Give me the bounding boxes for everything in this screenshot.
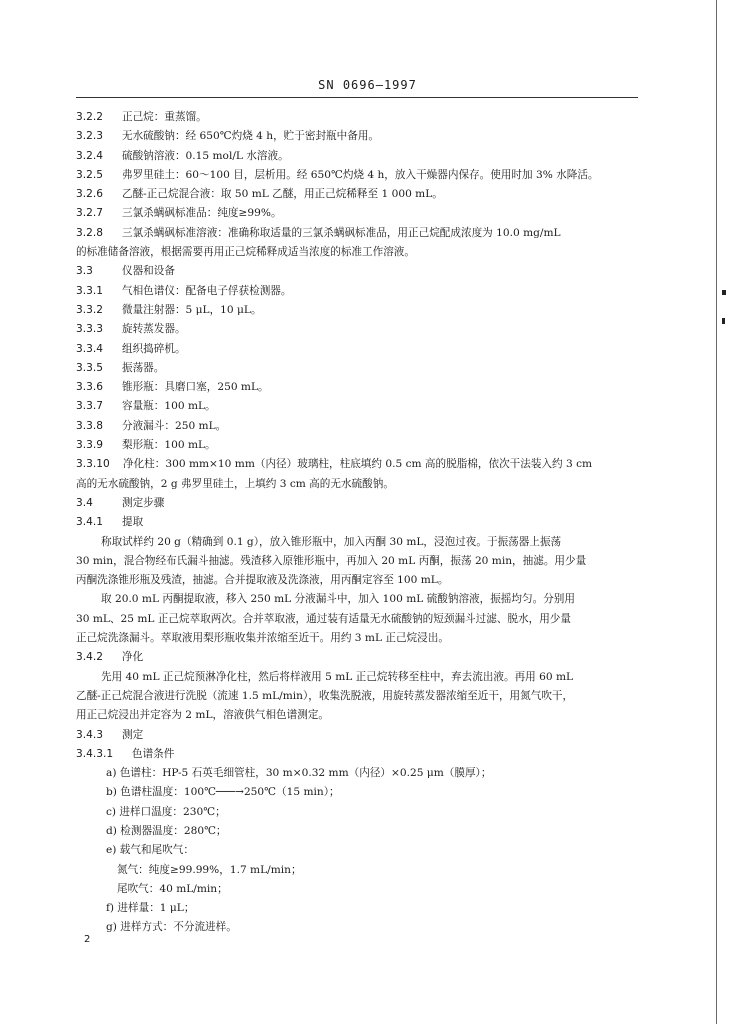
- clause-text: 提取: [122, 516, 144, 529]
- condition-subitem: 氮气：纯度≥99.99%，1.7 mL/min；: [117, 863, 302, 876]
- paragraph-line: 乙醚-正己烷混合液进行洗脱（流速 1.5 mL/min），收集洗脱液，用旋转蒸发器浓缩至近干，用氮气吹干，: [76, 689, 574, 702]
- subsection-heading: [76, 726, 638, 745]
- clause-line: [76, 340, 638, 359]
- clause-number: 3.3.7: [76, 400, 103, 413]
- paragraph-line: 30 min，混合物经布氏漏斗抽滤。残渣移入原锥形瓶中，再加入 20 mL 丙酮，振荡 20 min，抽滤。用少量: [76, 554, 587, 567]
- clause-line: [76, 436, 638, 455]
- clause-number: 3.3.5: [76, 361, 103, 374]
- clause-number: 3.3: [76, 265, 93, 278]
- continuation-line: 高的无水硫酸钠，2 g 弗罗里硅土，上填约 3 cm 高的无水硫酸钠。: [76, 477, 394, 490]
- paragraph-line: 取 20.0 mL 丙酮提取液，移入 250 mL 分液漏斗中，加入 100 mL 硫酸钠溶液，振摇均匀。分别用: [101, 593, 575, 606]
- clause-number: 3.4.3.1: [76, 747, 114, 760]
- subsection-heading: [76, 513, 638, 532]
- scan-mark: [722, 318, 725, 324]
- clause-text: 仪器和设备: [122, 265, 175, 278]
- clause-text: 三氯杀螨砜标准品：纯度≥99%。: [122, 207, 282, 220]
- condition-item: [76, 783, 638, 802]
- paragraph-line: 30 mL、25 mL 正己烷萃取两次。合并萃取液，通过装有适量无水硫酸钠的短颈漏斗过滤、脱水，用少量: [76, 612, 571, 625]
- clause-text: 测定步骤: [122, 496, 165, 509]
- clause-text: 弗罗里硅土：60～100 目，层析用。经 650℃灼烧 4 h，放入干燥器内保存。使用时加 3% 水降活。: [122, 168, 599, 181]
- subsection-heading: [76, 648, 638, 667]
- clause-line: [76, 455, 638, 474]
- section-heading: [76, 262, 638, 281]
- subsection-heading: [76, 745, 638, 764]
- clause-text: 乙醚-正己烷混合液：取 50 mL 乙醚，用正己烷稀释至 1 000 mL。: [122, 188, 443, 201]
- clause-line: [76, 301, 638, 320]
- condition-subitem: 尾吹气：40 mL/min；: [117, 882, 228, 895]
- clause-line: [76, 282, 638, 301]
- clause-number: 3.4: [76, 496, 93, 509]
- standard-code-header: SN 0696—1997: [318, 78, 417, 92]
- clause-text: 硫酸钠溶液：0.15 mol/L 水溶液。: [122, 149, 289, 162]
- clause-number: 3.3.2: [76, 303, 103, 316]
- clause-line: [76, 166, 638, 185]
- condition-item: g) 进样方式：不分流进样。: [106, 921, 237, 934]
- clause-number: 3.3.3: [76, 323, 103, 336]
- clause-text: 组织捣碎机。: [122, 342, 186, 355]
- clause-line: [76, 204, 638, 223]
- section-heading: [76, 494, 638, 513]
- document-body: [76, 108, 638, 938]
- condition-item: d) 检测器温度：280℃；: [106, 824, 227, 837]
- condition-item: f) 进样量：1 μL；: [106, 902, 195, 915]
- clause-number: 3.2.2: [76, 111, 103, 123]
- clause-number: 3.2.4: [76, 149, 103, 162]
- clause-line: [76, 185, 638, 204]
- clause-number: 3.2.7: [76, 207, 103, 220]
- clause-line: [76, 127, 638, 146]
- clause-number: 3.3.8: [76, 419, 103, 432]
- paragraph-line: 称取试样约 20 g（精确到 0.1 g），放入锥形瓶中，加入丙酮 30 mL，浸泡过夜。于振荡器上振荡: [101, 535, 562, 548]
- continuation-line: 的标准储备溶液，根据需要再用正己烷稀释成适当浓度的标准工作溶液。: [76, 246, 415, 259]
- clause-text: 色谱条件: [132, 747, 175, 760]
- clause-number: 3.3.1: [76, 284, 103, 297]
- clause-line: [76, 378, 638, 397]
- clause-text: 净化柱：300 mm×10 mm（内径）玻璃柱，柱底填约 0.5 cm 高的脱脂棉，依次干法装入约 3 cm: [123, 458, 593, 471]
- clause-number: 3.3.10: [76, 458, 110, 471]
- clause-line: [76, 359, 638, 378]
- clause-text: 分液漏斗：250 mL。: [122, 419, 227, 432]
- condition-text: b) 色谱柱温度：100℃: [106, 786, 216, 799]
- scan-mark: [722, 290, 726, 295]
- clause-text: 锥形瓶：具磨口塞，250 mL。: [122, 381, 269, 394]
- clause-text: 三氯杀螨砜标准溶液：准确称取适量的三氯杀螨砜标准品，用正己烷配成浓度为 10.0 mg/mL: [122, 226, 561, 239]
- clause-text: 容量瓶：100 mL。: [122, 400, 216, 413]
- clause-line: [76, 397, 638, 416]
- clause-text: 梨形瓶：100 mL。: [122, 439, 216, 452]
- clause-text: 气相色谱仪：配备电子俘获检测器。: [122, 284, 292, 297]
- clause-line: [76, 417, 638, 436]
- clause-number: 3.4.3: [76, 728, 103, 741]
- condition-item: c) 进样口温度：230℃；: [106, 805, 226, 818]
- clause-text: 旋转蒸发器。: [122, 323, 186, 336]
- clause-number: 3.3.9: [76, 439, 103, 452]
- page-number: 2: [84, 934, 91, 945]
- clause-text: 微量注射器：5 μL，10 μL。: [122, 303, 262, 316]
- clause-line: [76, 320, 638, 339]
- clause-line: [76, 224, 638, 243]
- condition-item: a) 色谱柱：HP-5 石英毛细管柱，30 m×0.32 mm（内径）×0.25 μm（膜厚）；: [106, 767, 492, 780]
- temperature-program-arrow: [216, 783, 244, 802]
- clause-text: 无水硫酸钠：经 650℃灼烧 4 h，贮于密封瓶中备用。: [122, 130, 380, 143]
- paragraph-line: 丙酮洗涤锥形瓶及残渣，抽滤。合并提取液及洗涤液，用丙酮定容至 100 mL。: [76, 574, 449, 587]
- paragraph-line: 用正己烷浸出并定容为 2 mL，溶液供气相色谱测定。: [76, 709, 330, 722]
- right-arrow-icon: ───→: [215, 786, 244, 799]
- clause-line: [76, 108, 638, 127]
- clause-number: 3.2.8: [76, 226, 103, 239]
- clause-number: 3.2.3: [76, 130, 103, 143]
- condition-text: 250℃（15 min）；: [243, 786, 340, 799]
- clause-number: 3.4.1: [76, 516, 103, 529]
- clause-number: 3.2.6: [76, 188, 103, 201]
- clause-number: 3.2.5: [76, 168, 103, 181]
- clause-text: 正己烷：重蒸馏。: [122, 111, 207, 123]
- scan-edge-line: [716, 0, 717, 1024]
- paragraph-line: 正己烷洗涤漏斗。萃取液用梨形瓶收集并浓缩至近干。用约 3 mL 正己烷浸出。: [76, 632, 449, 645]
- clause-number: 3.4.2: [76, 651, 103, 664]
- paragraph-line: 先用 40 mL 正己烷预淋净化柱，然后将样液用 5 mL 正己烷转移至柱中，弃去流出液。再用 60 mL: [101, 670, 574, 683]
- clause-number: 3.3.6: [76, 381, 103, 394]
- condition-item: e) 载气和尾吹气：: [106, 844, 194, 857]
- clause-number: 3.3.4: [76, 342, 103, 355]
- clause-text: 测定: [122, 728, 144, 741]
- clause-text: 净化: [122, 651, 144, 664]
- clause-text: 振荡器。: [122, 361, 165, 374]
- header-rule: [76, 97, 638, 98]
- clause-line: [76, 147, 638, 166]
